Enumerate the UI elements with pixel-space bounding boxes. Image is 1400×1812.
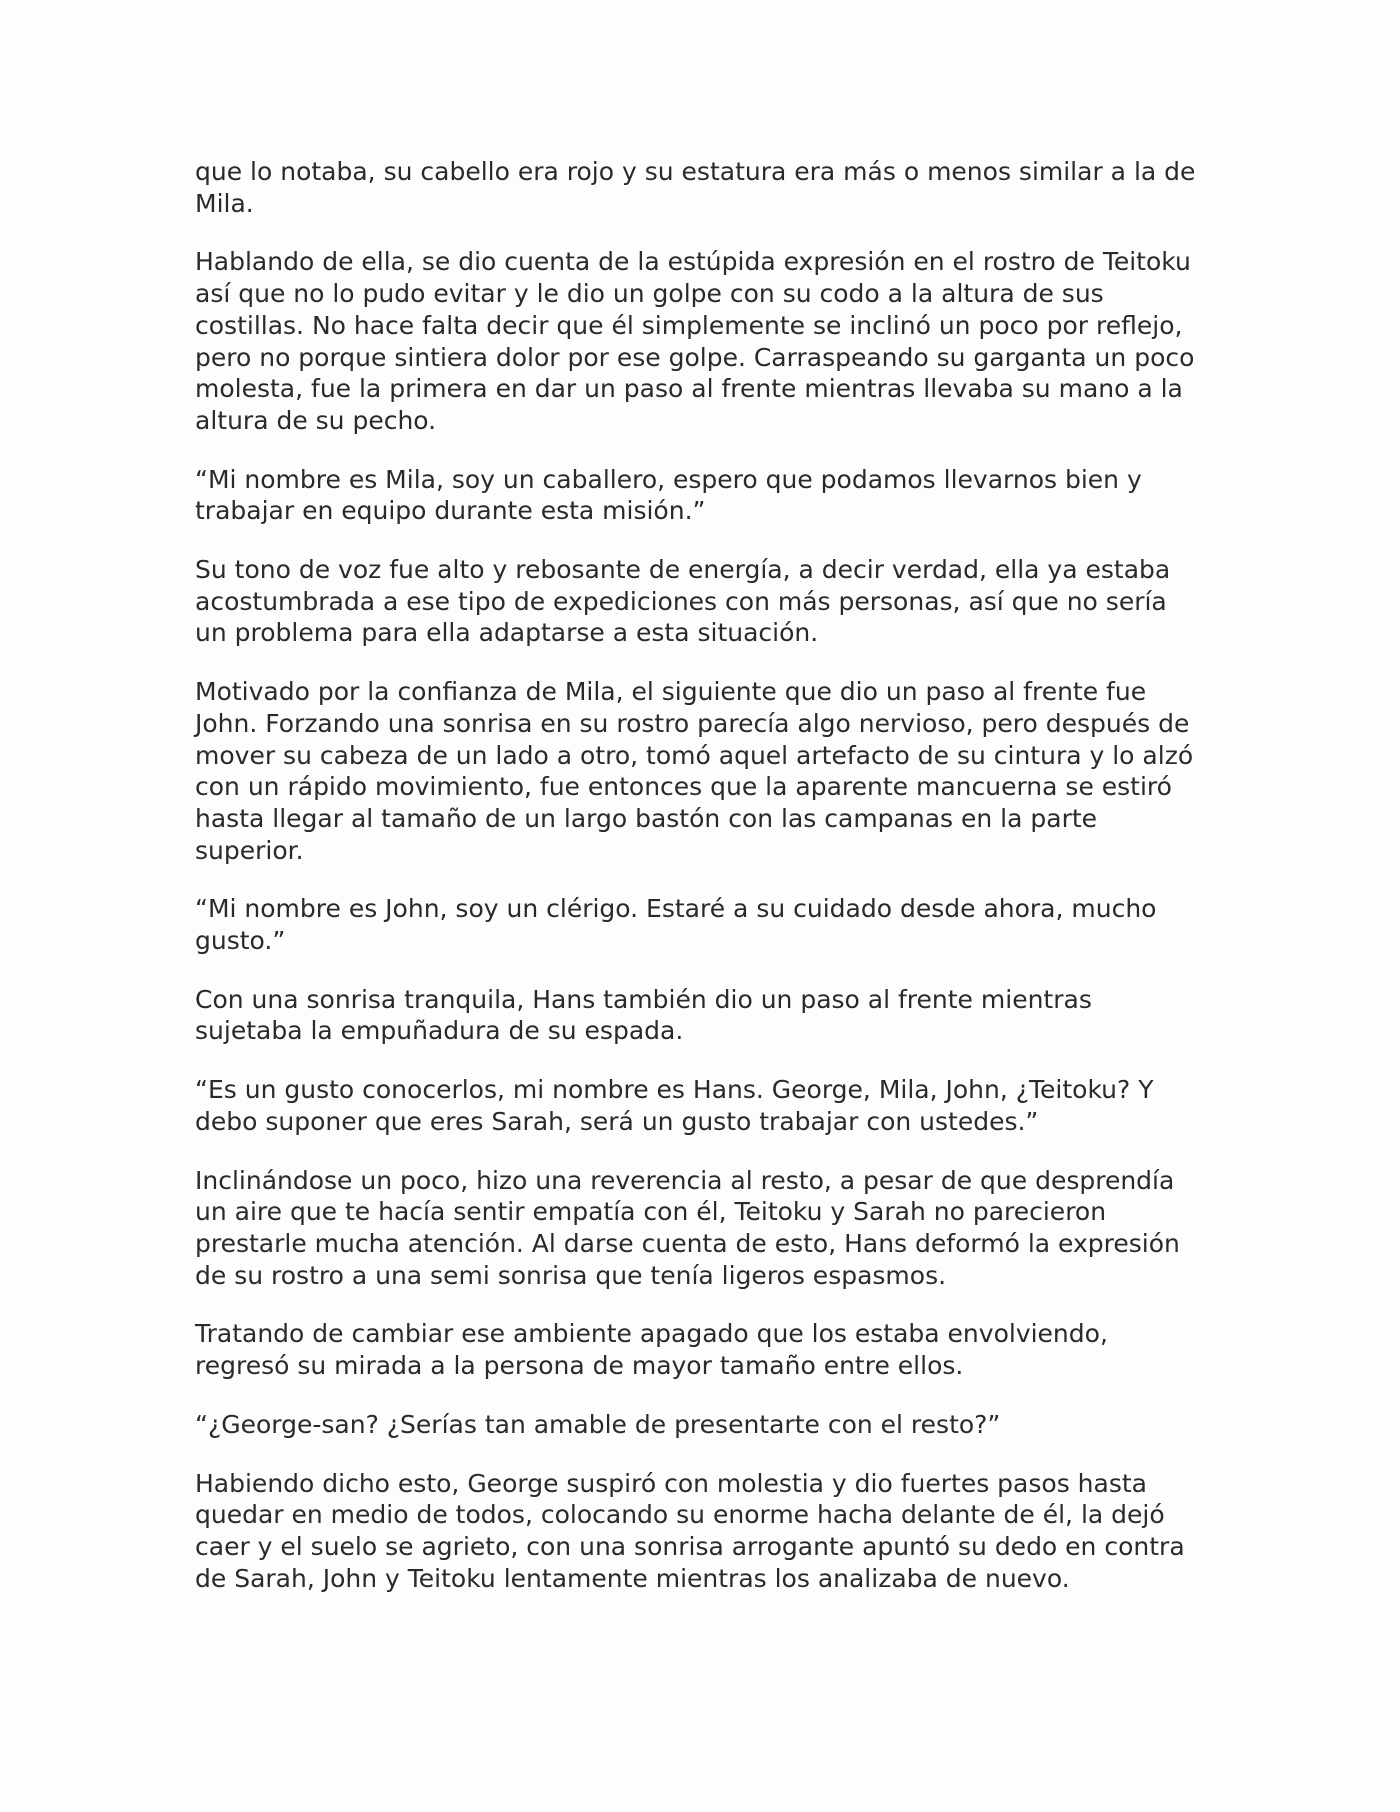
paragraph: “Es un gusto conocerlos, mi nombre es Hans. George, Mila, John, ¿Teitoku? Y debo suponer que eres Sarah, será un gusto trabajar con ustedes.”: [195, 1075, 1154, 1136]
paragraph: Con una sonrisa tranquila, Hans también dio un paso al frente mientras sujetaba la empuñadura de su espada.: [195, 984, 1092, 1046]
paragraph: “Mi nombre es John, soy un clérigo. Estaré a su cuidado desde ahora, mucho gusto.”: [195, 894, 1157, 956]
paragraph: “¿George-san? ¿Serías tan amable de presentarte con el resto?”: [195, 1409, 1001, 1439]
paragraph: que lo notaba, su cabello era rojo y su estatura era más o menos similar a la de Mila.: [195, 157, 1196, 218]
paragraph: “Mi nombre es Mila, soy un caballero, espero que podamos llevarnos bien y trabajar en equipo durante esta misión.”: [195, 464, 1142, 526]
paragraph: Habiendo dicho esto, George suspiró con molestia y dio fuertes pasos hasta quedar en medio de todos, colocando su enorme hacha delante de él, la dejó caer y el suelo se agrieto, con una sonrisa arrogante apuntó su dedo en contra de Sarah, John y Teitoku lentamente mientras los analizaba de nuevo.: [195, 1468, 1185, 1593]
document-page: [195, 156, 1205, 1621]
paragraph: Su tono de voz fue alto y rebosante de energía, a decir verdad, ella ya estaba acostumbrada a ese tipo de expediciones con más personas, así que no sería un problema para ella adaptarse a esta situación.: [195, 555, 1171, 648]
paragraph: Motivado por la confianza de Mila, el siguiente que dio un paso al frente fue John. Forzando una sonrisa en su rostro parecía algo nervioso, pero después de mover su cabeza de un lado a otro, tomó aquel artefacto de su cintura y lo alzó con un rápido movimiento, fue entonces que la aparente mancuerna se estiró hasta llegar al tamaño de un largo bastón con las campanas en la parte superior.: [195, 677, 1194, 865]
paragraph: Inclinándose un poco, hizo una reverencia al resto, a pesar de que desprendía un aire que te hacía sentir empatía con él, Teitoku y Sarah no parecieron prestarle mucha atención. Al darse cuenta de esto, Hans deformó la expresión de su rostro a una semi sonrisa que tenía ligeros espasmos.: [195, 1165, 1180, 1290]
paragraph: Hablando de ella, se dio cuenta de la estúpida expresión en el rostro de Teitoku así que no lo pudo evitar y le dio un golpe con su codo a la altura de sus costillas. No hace falta decir que él simplemente se inclinó un poco por reflejo, pero no porque sintiera dolor por ese golpe. Carraspeando su garganta un poco molesta, fue la primera en dar un paso al frente mientras llevaba su mano a la altura de su pecho.: [195, 247, 1195, 435]
paragraph: Tratando de cambiar ese ambiente apagado que los estaba envolviendo, regresó su mirada a la persona de mayor tamaño entre ellos.: [195, 1319, 1108, 1381]
